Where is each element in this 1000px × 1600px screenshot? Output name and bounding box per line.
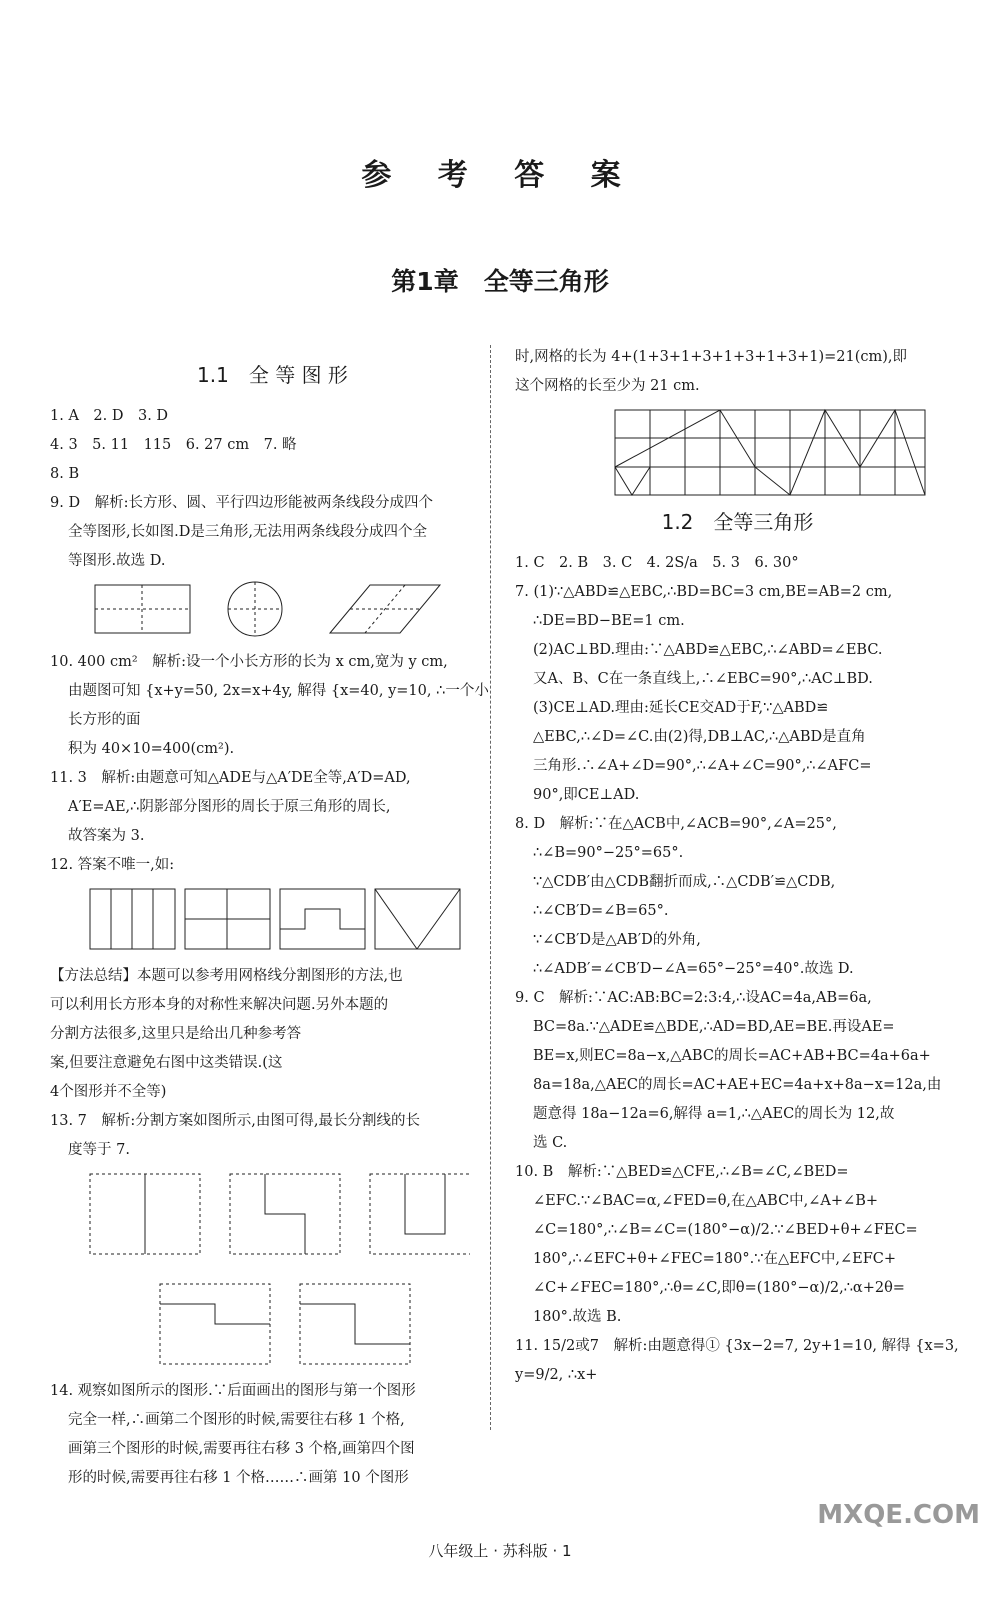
answer-line: 选 C. <box>533 1135 568 1151</box>
answer-line: △EBC,∴∠D=∠C.由(2)得,DB⊥AC,∴△ABD是直角 <box>533 729 866 745</box>
answer-line: 10. B 解析:∵△BED≌△CFE,∴∠B=∠C,∠BED= <box>515 1164 849 1180</box>
answer-line: 时,网格的长为 4+(1+3+1+3+1+3+1+3+1)=21(cm),即 <box>515 349 908 365</box>
q9-shapes <box>50 580 450 640</box>
answer-line: 可以利用长方形本身的对称性来解决问题.另外本题的 <box>50 997 389 1013</box>
answer-line: 7. (1)∵△ABD≌△EBC,∴BD=BC=3 cm,BE=AB=2 cm, <box>515 584 893 600</box>
answer-line: 12. 答案不唯一,如: <box>50 857 175 873</box>
answer-line: 9. D 解析:长方形、圆、平行四边形能被两条线段分成四个 <box>50 495 433 511</box>
answer-line: 案,但要注意避免右图中这类错误.(这 <box>50 1055 283 1071</box>
answer-line: 14. 观察如图所示的图形.∵后面画出的图形与第一个图形 <box>50 1383 416 1399</box>
answer-line: 分割方法很多,这里只是给出几种参考答 <box>50 1026 302 1042</box>
answer-line: ∴DE=BD−BE=1 cm. <box>533 613 685 629</box>
answer-line: 4个图形并不全等) <box>50 1084 167 1100</box>
q13-grids <box>50 1169 470 1369</box>
answer-line: 9. C 解析:∵AC:AB:BC=2:3:4,∴设AC=4a,AB=6a, <box>515 990 872 1006</box>
answer-line: ∴∠CB′D=∠B=65°. <box>533 903 669 919</box>
answer-line: A′E=AE,∴阴影部分图形的周长于原三角形的周长, <box>68 799 391 815</box>
answer-line: 【方法总结】本题可以参考用网格线分割图形的方法,也 <box>50 968 403 984</box>
page-footer: 八年级上 · 苏科版 · 1 <box>428 1542 572 1560</box>
answer-line: ∴∠B=90°−25°=65°. <box>533 845 684 861</box>
answer-line: 又A、B、C在一条直线上,∴∠EBC=90°,∴AC⊥BD. <box>533 671 873 687</box>
figure-q12 <box>50 884 495 954</box>
section-heading-1-1: 1.1 全 等 图 形 <box>197 363 348 387</box>
answer-line: 度等于 7. <box>68 1142 130 1158</box>
answer-line: ∵∠CB′D是△AB′D的外角, <box>533 932 701 948</box>
answer-line: 三角形.∴∠A+∠D=90°,∴∠A+∠C=90°,∴∠AFC= <box>533 758 872 774</box>
q12-shapes <box>50 884 470 954</box>
answer-line: BE=x,则EC=8a−x,△ABC的周长=AC+AB+BC=4a+6a+ <box>533 1048 931 1064</box>
answer-line: 题意得 18a−12a=6,解得 a=1,∴△AEC的周长为 12,故 <box>533 1106 895 1122</box>
figure-q9 <box>50 580 495 640</box>
answer-line: ∠C=180°,∴∠B=∠C=(180°−α)/2.∵∠BED+θ+∠FEC= <box>533 1222 918 1238</box>
answer-line: 形的时候,需要再往右移 1 个格……∴画第 10 个图形 <box>68 1470 409 1486</box>
answer-line: 这个网格的长至少为 21 cm. <box>515 378 700 394</box>
answer-line: 由题图可知 {x+y=50, 2x=x+4y, 解得 {x=40, y=10, ∴一个小长方形的面 <box>68 683 489 728</box>
answer-line: 180°,∴∠EFC+θ+∠FEC=180°.∵在△EFC中,∠EFC+ <box>533 1251 897 1267</box>
answer-line: 90°,即CE⊥AD. <box>533 787 640 803</box>
answer-line: ∠EFC.∵∠BAC=α,∠FED=θ,在△ABC中,∠A+∠B+ <box>533 1193 879 1209</box>
answer-line: 11. 3 解析:由题意可知△ADE与△A′DE全等,A′D=AD, <box>50 770 411 786</box>
q14-grid <box>515 405 935 500</box>
answer-line: 等图形.故选 D. <box>68 553 166 569</box>
figure-q13 <box>50 1169 495 1369</box>
section-heading-1-2: 1.2 全等三角形 <box>661 510 814 534</box>
answer-line: ∴∠ADB′=∠CB′D−∠A=65°−25°=40°.故选 D. <box>533 961 854 977</box>
answer-line: 8a=18a,△AEC的周长=AC+AE+EC=4a+x+8a−x=12a,由 <box>533 1077 942 1093</box>
chapter-title: 第1章 全等三角形 <box>391 267 609 296</box>
answer-line: 全等图形,长如图.D是三角形,无法用两条线段分成四个全 <box>68 524 427 540</box>
figure-q14 <box>515 405 960 500</box>
answer-line: 13. 7 解析:分割方案如图所示,由图可得,最长分割线的长 <box>50 1113 420 1129</box>
answer-line: 1. A 2. D 3. D <box>50 408 169 424</box>
answer-line: ∵△CDB′由△CDB翻折而成,∴△CDB′≌△CDB, <box>533 874 836 890</box>
answer-line: BC=8a.∵△ADE≌△BDE,∴AD=BD,AE=BE.再设AE= <box>533 1019 895 1035</box>
right-column <box>515 349 960 1390</box>
answer-line: ∠C+∠FEC=180°,∴θ=∠C,即θ=(180°−α)/2,∴α+2θ= <box>533 1280 905 1296</box>
answer-line: 11. 15/2或7 解析:由题意得① {3x−2=7, 2y+1=10, 解得 {x=3, y=9/2, ∴x+ <box>515 1338 959 1383</box>
answer-line: (2)AC⊥BD.理由:∵△ABD≌△EBC,∴∠ABD=∠EBC. <box>533 642 883 658</box>
answer-line: 10. 400 cm² 解析:设一个小长方形的长为 x cm,宽为 y cm, <box>50 654 448 670</box>
answer-line: (3)CE⊥AD.理由:延长CE交AD于F,∵△ABD≌ <box>533 700 829 716</box>
answer-line: 故答案为 3. <box>68 828 145 844</box>
answer-line: 1. C 2. B 3. C 4. 2S/a 5. 3 6. 30° <box>515 555 799 571</box>
answer-line: 8. B <box>50 466 80 482</box>
answer-line: 积为 40×10=400(cm²). <box>68 741 235 757</box>
watermark: MXQE.COM <box>817 1500 980 1530</box>
answer-line: 180°.故选 B. <box>533 1309 622 1325</box>
answer-line: 画第三个图形的时候,需要再往右移 3 个格,画第四个图 <box>68 1441 415 1457</box>
left-column <box>50 355 495 1493</box>
answer-line: 4. 3 5. 11 115 6. 27 cm 7. 略 <box>50 437 297 453</box>
answer-line: 8. D 解析:∵在△ACB中,∠ACB=90°,∠A=25°, <box>515 816 837 832</box>
answer-line: 完全一样,∴画第二个图形的时候,需要往右移 1 个格, <box>68 1412 405 1428</box>
page-title: 参 考 答 案 <box>361 158 639 193</box>
